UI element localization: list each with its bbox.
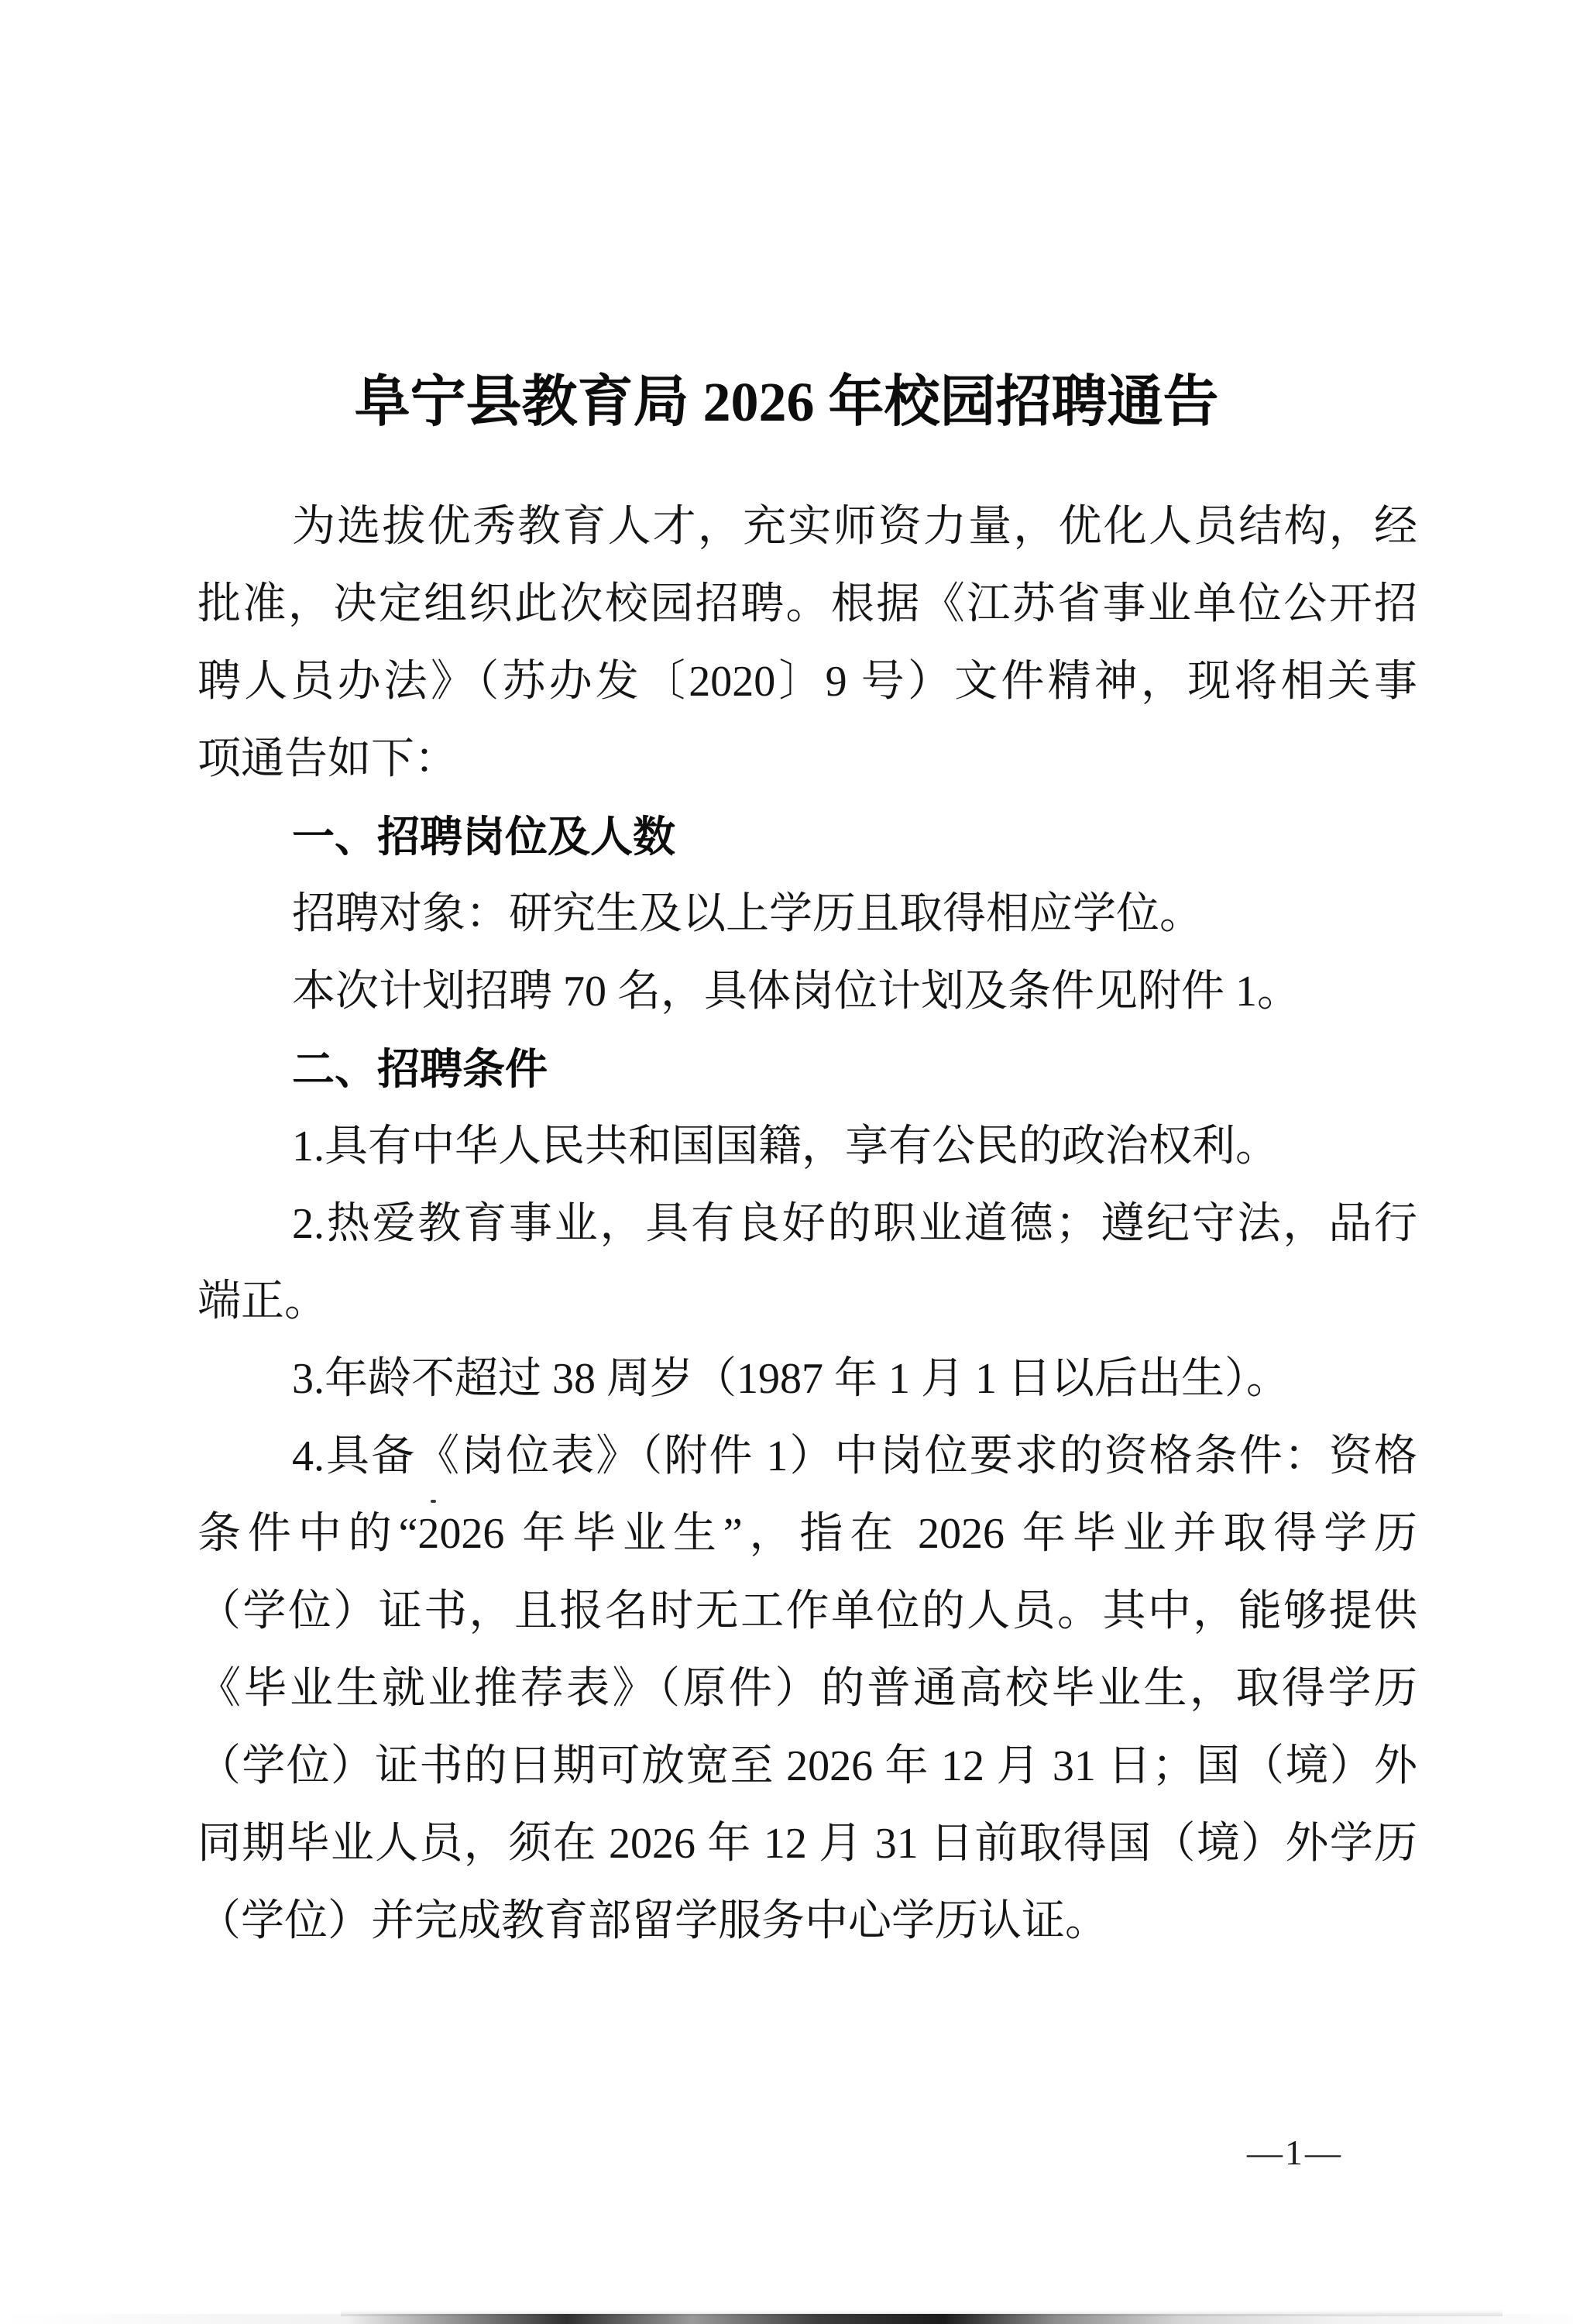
- recruit-target-line: 招聘对象：研究生及以上学历且取得相应学位。: [292, 890, 1203, 938]
- document-body: [197, 488, 1417, 1960]
- intro-line-2: 批准，决定组织此次校园招聘。根据《江苏省事业单位公开招: [197, 580, 1417, 628]
- condition-4-line-6: 同期毕业人员，须在 2026 年 12 月 31 日前取得国（境）外学历: [197, 1820, 1417, 1868]
- condition-4-line-5: （学位）证书的日期可放宽至 2026 年 12 月 31 日；国（境）外: [197, 1742, 1417, 1790]
- condition-4-line-3: （学位）证书，且报名时无工作单位的人员。其中，能够提供: [197, 1587, 1417, 1635]
- condition-4-line-7: （学位）并完成教育部留学服务中心学历认证。: [197, 1897, 1108, 1945]
- condition-4-line-2: 条件中的“2026 年毕业生”，指在 2026 年毕业并取得学历: [197, 1510, 1417, 1558]
- condition-1-line: 1.具有中华人民共和国国籍，享有公民的政治权利。: [292, 1122, 1279, 1171]
- condition-2-line-2: 端正。: [197, 1277, 328, 1325]
- condition-2-line-1: 2.热爱教育事业，具有良好的职业道德；遵纪守法，品行: [292, 1200, 1417, 1248]
- document-title: 阜宁县教育局 2026 年校园招聘通告: [354, 371, 1219, 434]
- recruit-count-line: 本次计划招聘 70 名，具体岗位计划及条件见附件 1。: [292, 968, 1300, 1016]
- scan-speck-artifact: [431, 1500, 436, 1503]
- condition-3-line: 3.年龄不超过 38 周岁（1987 年 1 月 1 日以后出生）。: [292, 1355, 1290, 1403]
- scan-edge-artifact: [0, 2314, 1573, 2324]
- page-number: —1—: [1247, 2133, 1343, 2172]
- condition-4-line-4: 《毕业生就业推荐表》（原件）的普通高校毕业生，取得学历: [197, 1665, 1417, 1713]
- intro-line-1: 为选拔优秀教育人才，充实师资力量，优化人员结构，经: [292, 503, 1417, 551]
- intro-line-4: 项通告如下：: [197, 735, 458, 783]
- section-2-heading: 二、招聘条件: [292, 1044, 548, 1094]
- intro-line-3: 聘人员办法》（苏办发〔2020〕9 号）文件精神，现将相关事: [197, 658, 1417, 706]
- condition-4-line-1: 4.具备《岗位表》（附件 1）中岗位要求的资格条件：资格: [292, 1432, 1417, 1480]
- section-1-heading: 一、招聘岗位及人数: [292, 812, 676, 861]
